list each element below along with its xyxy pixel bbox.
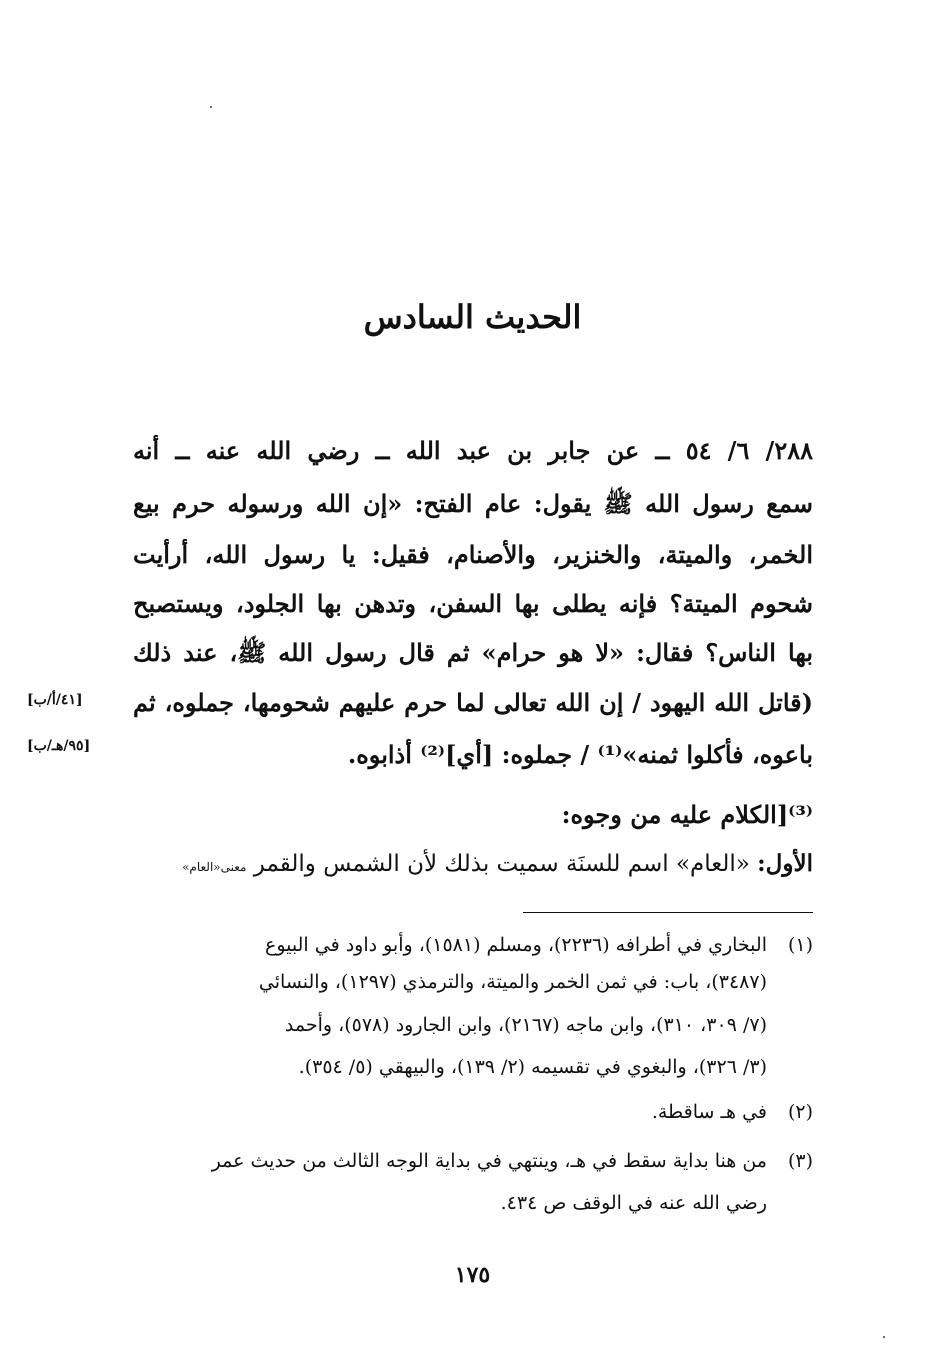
body-line: باعوه، فأكلوا ثمنه»⁽¹⁾ / جملوه: [أي]⁽²⁾ أذابوه. xyxy=(347,740,813,769)
body-line: ٢٨٨/ ٦/ ٥٤ ــ عن جابر بن عبد الله ــ رضي الله عنه ــ أنه xyxy=(133,436,813,465)
body-line: بها الناس؟ فقال: «لا هو حرام» ثم قال رسول الله ﷺ، عند ذلك xyxy=(133,638,813,667)
body-line: الخمر، والميتة، والخنزير، والأصنام، فقيل: يا رسول الله، أرأيت xyxy=(133,540,813,569)
scan-speck xyxy=(883,1336,885,1338)
footnote-line: رضي الله عنه في الوقف ص ٤٣٤. xyxy=(500,1192,767,1214)
footnote-line: من هنا بداية سقط في هـ، وينتهي في بداية الوجه الثالث من حديث عمر xyxy=(211,1150,767,1172)
footnote-line: (٧/ ٣٠٩، ٣١٠)، وابن ماجه (٢١٦٧)، وابن الجارود (٥٧٨)، وأحمد xyxy=(284,1014,767,1036)
footnote-number: (١) xyxy=(787,934,813,956)
body-line: سمع رسول الله ﷺ يقول: عام الفتح: «إن الله ورسوله حرم بيع xyxy=(133,489,813,518)
page-number: ١٧٥ xyxy=(454,1262,491,1288)
footnote-number: (٣) xyxy=(787,1150,813,1172)
first-point-text: «العام» اسم للسنَة سميت بذلك لأن الشمس والقمر xyxy=(253,851,750,877)
first-point-label: الأول: xyxy=(757,850,813,877)
footnote-number: (٢) xyxy=(787,1101,813,1123)
footnote-2 xyxy=(123,1101,813,1123)
footnote-line: في هـ ساقطة. xyxy=(651,1101,767,1123)
catchword: معنى«العام» xyxy=(182,860,247,874)
footnote-3 xyxy=(123,1150,813,1172)
hadith-title: الحديث السادس xyxy=(363,298,582,336)
footnote-line: (٣٤٨٧)، باب: في ثمن الخمر والميتة، والترمذي (١٢٩٧)، والنسائي xyxy=(258,971,767,993)
section-heading: ⁽³⁾[الكلام عليه من وجوه: xyxy=(561,800,813,829)
body-line: (قاتل الله اليهود / إن الله تعالى لما حرم عليهم شحومها، جملوه، ثم xyxy=(133,688,813,717)
first-point-line xyxy=(113,850,813,877)
manuscript-folio-note: [٩٥/هـ/ب] xyxy=(27,738,91,754)
body-line: شحوم الميتة؟ فإنه يطلى بها السفن، وتدهن بها الجلود، ويستصبح xyxy=(133,589,813,618)
footnote-line: البخاري في أطرافه (٢٢٣٦)، ومسلم (١٥٨١)، وأبو داود في البيوع xyxy=(265,934,767,956)
footnote-1 xyxy=(123,934,813,956)
footnote-line: (٣/ ٣٢٦)، والبغوي في تقسيمه (٢/ ١٣٩)، والبيهقي (٥/ ٣٥٤). xyxy=(298,1056,767,1078)
footnote-separator xyxy=(523,912,813,913)
manuscript-folio-note: [٤١/أ/ب] xyxy=(27,692,83,708)
scan-speck xyxy=(210,106,212,108)
